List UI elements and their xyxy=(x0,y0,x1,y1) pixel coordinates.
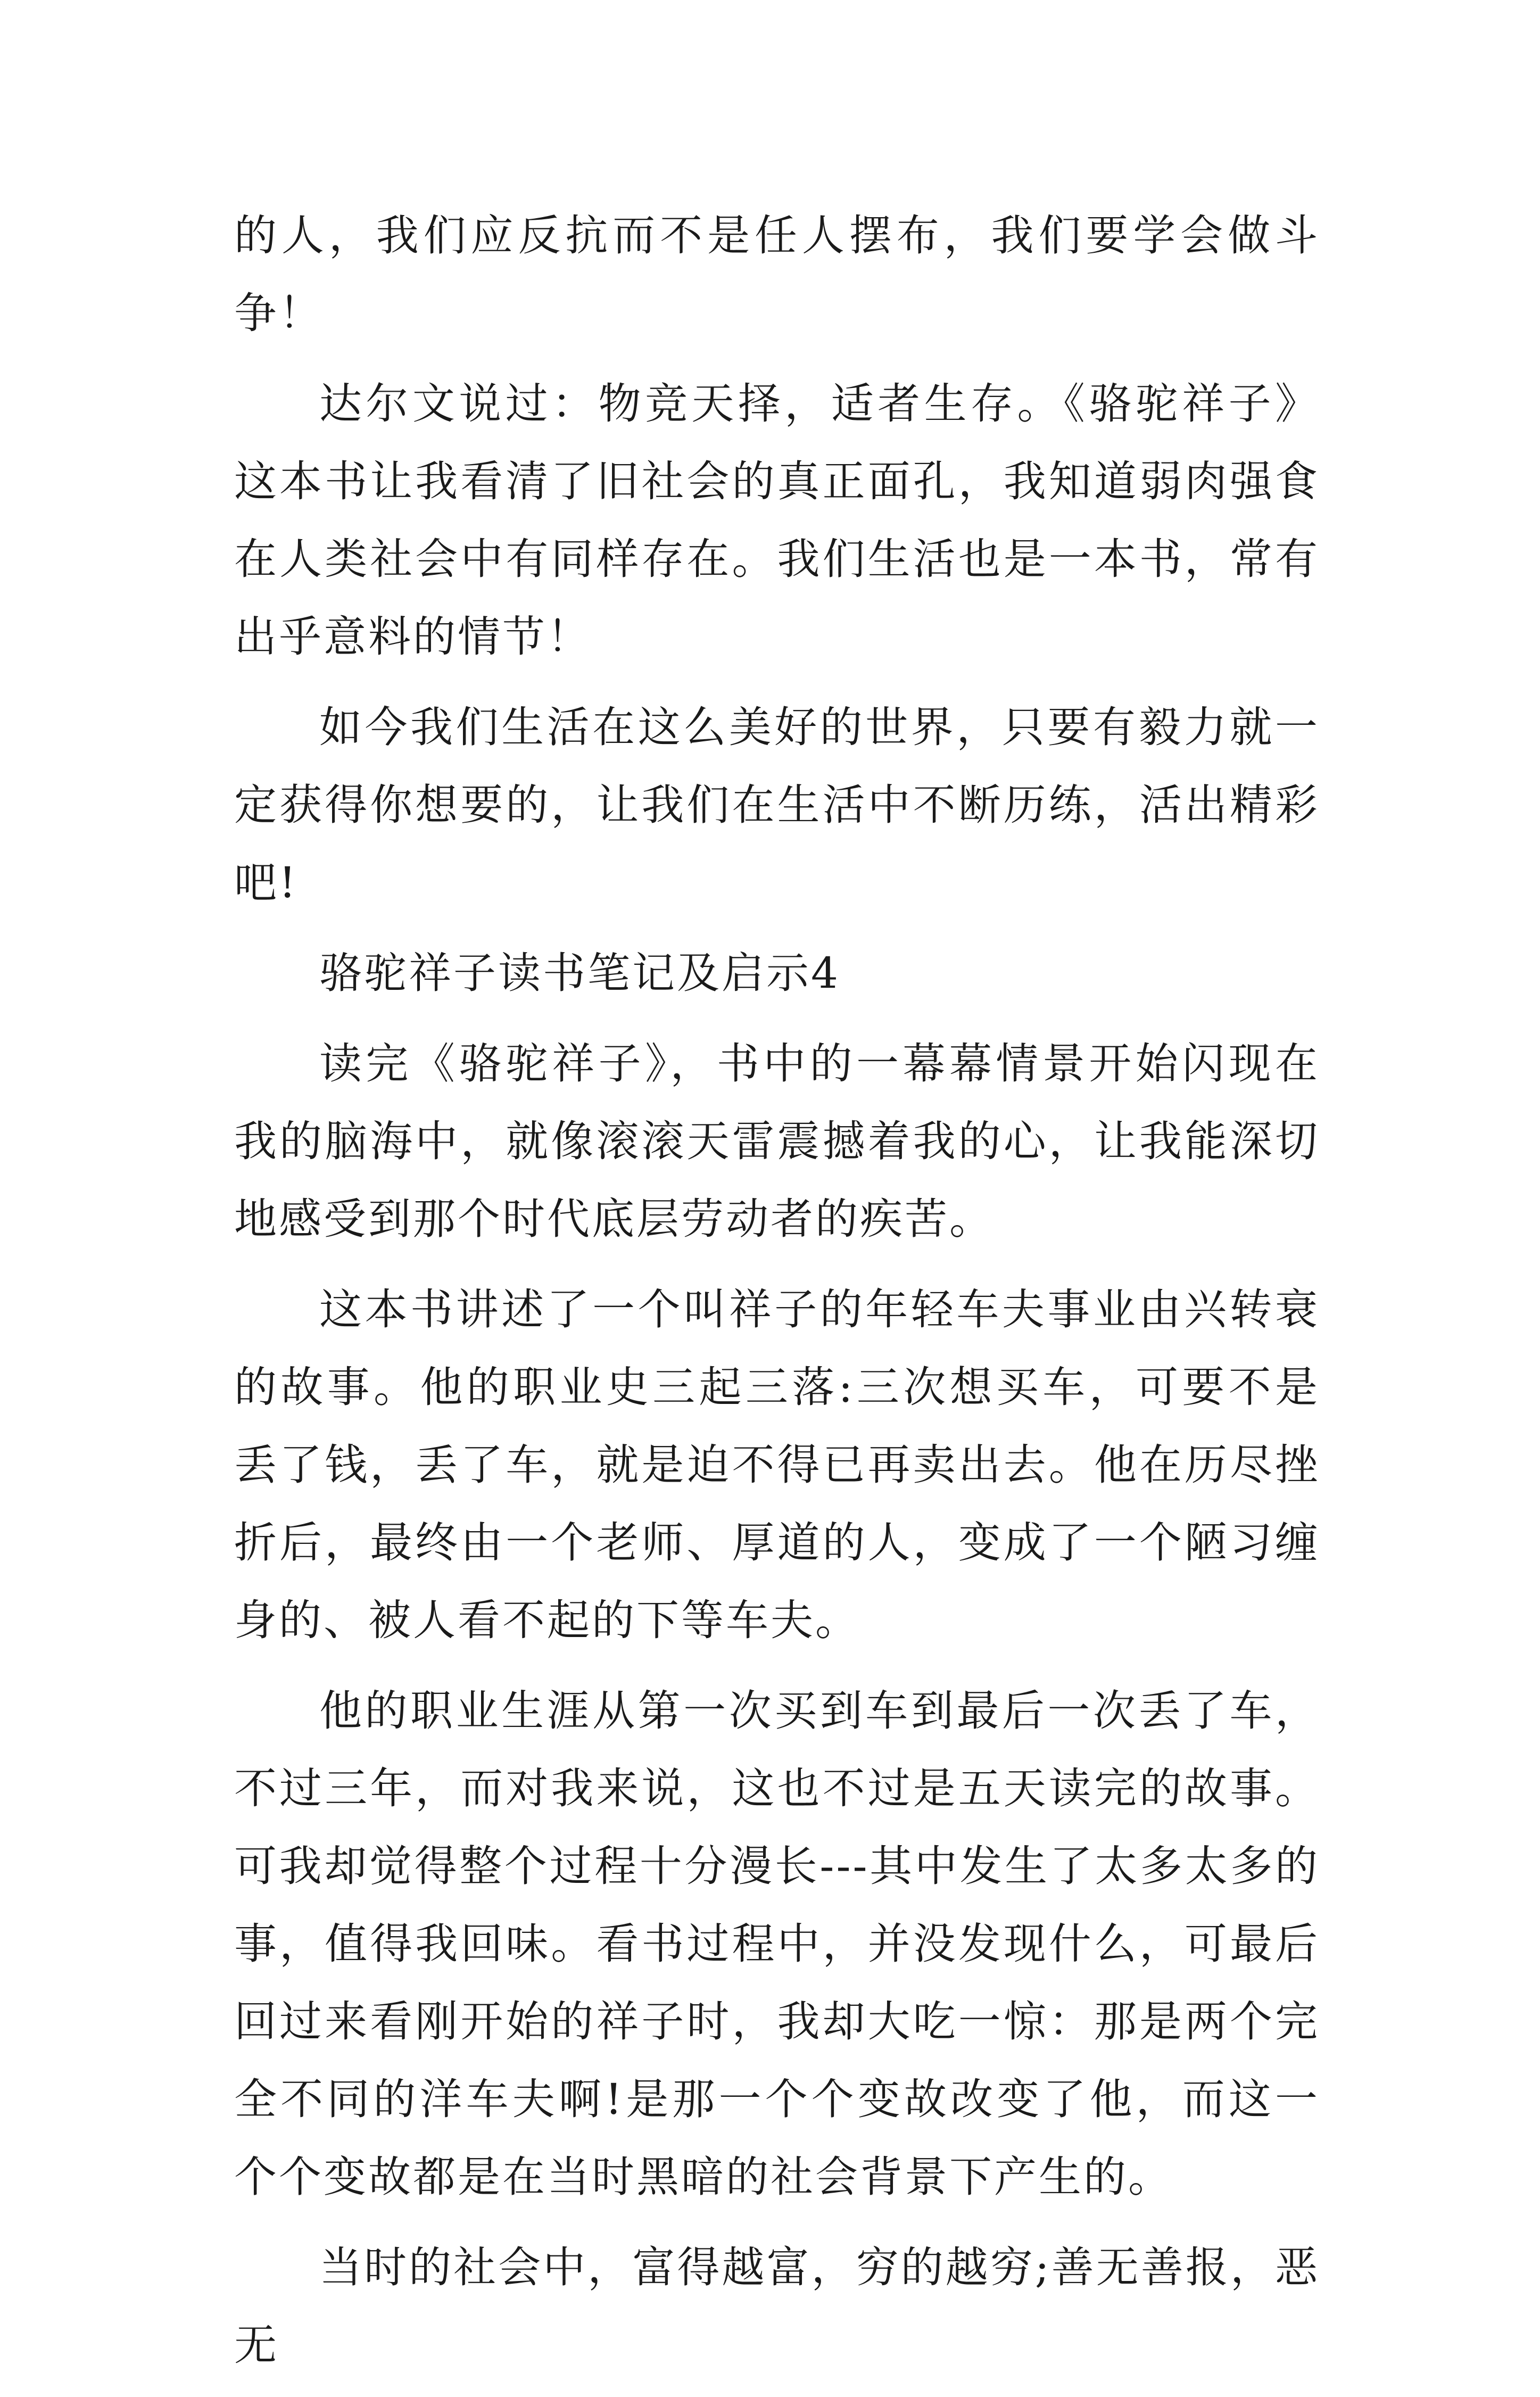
paragraph-darwin-quote: 达尔文说过：物竞天择，适者生存。《骆驼祥子》这本书让我看清了旧社会的真正面孔，我知道弱肉强食在人类社会中有同样存在。我们生活也是一本书，常有出乎意料的情节！ xyxy=(234,379,1320,662)
paragraph-conclusion: 如今我们生活在这么美好的世界，只要有毅力就一定获得你想要的，让我们在生活中不断历练，活出精彩吧! xyxy=(234,702,1320,907)
paragraph-career: 他的职业生涯从第一次买到车到最后一次丢了车，不过三年，而对我来说，这也不过是五天读完的故事。可我却觉得整个过程十分漫长---其中发生了太多太多的事，值得我回味。看书过程中，并没发现什么，可最后回过来看刚开始的祥子时，我却大吃一惊：那是两个完全不同的洋车夫啊!是那一个个变故改变了他，而这一个个变故都是在当时黑暗的社会背景下产生的。 xyxy=(234,1686,1320,2202)
document-body xyxy=(234,197,1320,2397)
paragraph-intro: 读完《骆驼祥子》，书中的一幕幕情景开始闪现在我的脑海中，就像滚滚天雷震撼着我的心，让我能深切地感受到那个时代底层劳动者的疾苦。 xyxy=(234,1039,1320,1244)
paragraph-continuation: 的人，我们应反抗而不是任人摆布，我们要学会做斗争！ xyxy=(234,211,1320,338)
section-heading: 骆驼祥子读书笔记及启示4 xyxy=(319,948,840,998)
paragraph-society: 当时的社会中，富得越富，穷的越穷;善无善报，恶无 xyxy=(234,2243,1320,2370)
paragraph-story-summary: 这本书讲述了一个叫祥子的年轻车夫事业由兴转衰的故事。他的职业史三起三落:三次想买车，可要不是丢了钱，丢了车，就是迫不得已再卖出去。他在历尽挫折后，最终由一个老师、厚道的人，变成了一个陋习缠身的、被人看不起的下等车夫。 xyxy=(234,1285,1320,1645)
